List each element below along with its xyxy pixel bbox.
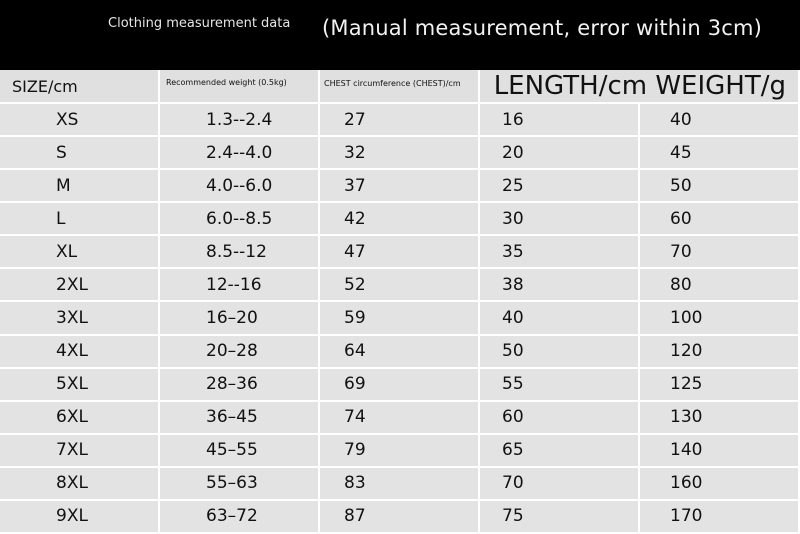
cell-weight-g: 120 — [640, 336, 800, 369]
cell-length: 70 — [480, 468, 640, 501]
cell-weight: 6.0--8.5 — [160, 203, 320, 236]
cell-length: 38 — [480, 269, 640, 302]
header-recommended-weight: Recommended weight (0.5kg) — [160, 70, 320, 104]
header-size: SIZE/cm — [0, 70, 160, 104]
cell-chest: 87 — [320, 501, 480, 534]
cell-size: 5XL — [0, 369, 160, 402]
cell-size: 9XL — [0, 501, 160, 534]
cell-length: 20 — [480, 137, 640, 170]
cell-weight-g: 60 — [640, 203, 800, 236]
cell-weight-g: 50 — [640, 170, 800, 203]
cell-length: 40 — [480, 302, 640, 335]
cell-weight: 28–36 — [160, 369, 320, 402]
cell-length: 60 — [480, 402, 640, 435]
cell-weight: 36–45 — [160, 402, 320, 435]
cell-size: L — [0, 203, 160, 236]
small-title: Clothing measurement data — [108, 16, 291, 31]
header-length-weight — [480, 70, 800, 104]
cell-chest: 47 — [320, 236, 480, 269]
title-bar — [0, 0, 800, 70]
cell-weight: 20–28 — [160, 336, 320, 369]
cell-chest: 59 — [320, 302, 480, 335]
cell-length: 75 — [480, 501, 640, 534]
cell-weight: 4.0--6.0 — [160, 170, 320, 203]
cell-size: 8XL — [0, 468, 160, 501]
cell-length: 55 — [480, 369, 640, 402]
cell-weight-g: 170 — [640, 501, 800, 534]
header-chest: CHEST circumference (CHEST)/cm — [320, 70, 480, 104]
cell-size: M — [0, 170, 160, 203]
cell-weight: 55–63 — [160, 468, 320, 501]
cell-chest: 52 — [320, 269, 480, 302]
cell-size: XL — [0, 236, 160, 269]
cell-chest: 32 — [320, 137, 480, 170]
size-table — [0, 70, 800, 534]
cell-size: XS — [0, 104, 160, 137]
cell-weight-g: 140 — [640, 435, 800, 468]
cell-chest: 37 — [320, 170, 480, 203]
cell-size: 2XL — [0, 269, 160, 302]
cell-weight: 12--16 — [160, 269, 320, 302]
cell-weight-g: 45 — [640, 137, 800, 170]
cell-length: 65 — [480, 435, 640, 468]
cell-size: 7XL — [0, 435, 160, 468]
cell-chest: 42 — [320, 203, 480, 236]
cell-weight-g: 80 — [640, 269, 800, 302]
cell-size: 3XL — [0, 302, 160, 335]
cell-length: 35 — [480, 236, 640, 269]
cell-size: 4XL — [0, 336, 160, 369]
cell-weight: 16–20 — [160, 302, 320, 335]
header-length-weight-label: LENGTH/cm WEIGHT/g — [493, 71, 786, 101]
cell-weight: 63–72 — [160, 501, 320, 534]
cell-chest: 64 — [320, 336, 480, 369]
cell-weight-g: 160 — [640, 468, 800, 501]
cell-length: 25 — [480, 170, 640, 203]
cell-weight: 45–55 — [160, 435, 320, 468]
cell-chest: 79 — [320, 435, 480, 468]
cell-weight: 2.4--4.0 — [160, 137, 320, 170]
cell-chest: 27 — [320, 104, 480, 137]
cell-weight-g: 100 — [640, 302, 800, 335]
cell-weight-g: 40 — [640, 104, 800, 137]
cell-length: 50 — [480, 336, 640, 369]
cell-weight: 8.5--12 — [160, 236, 320, 269]
cell-length: 16 — [480, 104, 640, 137]
main-title: (Manual measurement, error within 3cm) — [322, 16, 763, 40]
cell-size: S — [0, 137, 160, 170]
cell-chest: 69 — [320, 369, 480, 402]
cell-length: 30 — [480, 203, 640, 236]
cell-size: 6XL — [0, 402, 160, 435]
cell-weight-g: 130 — [640, 402, 800, 435]
cell-chest: 83 — [320, 468, 480, 501]
cell-weight: 1.3--2.4 — [160, 104, 320, 137]
cell-weight-g: 125 — [640, 369, 800, 402]
cell-chest: 74 — [320, 402, 480, 435]
cell-weight-g: 70 — [640, 236, 800, 269]
